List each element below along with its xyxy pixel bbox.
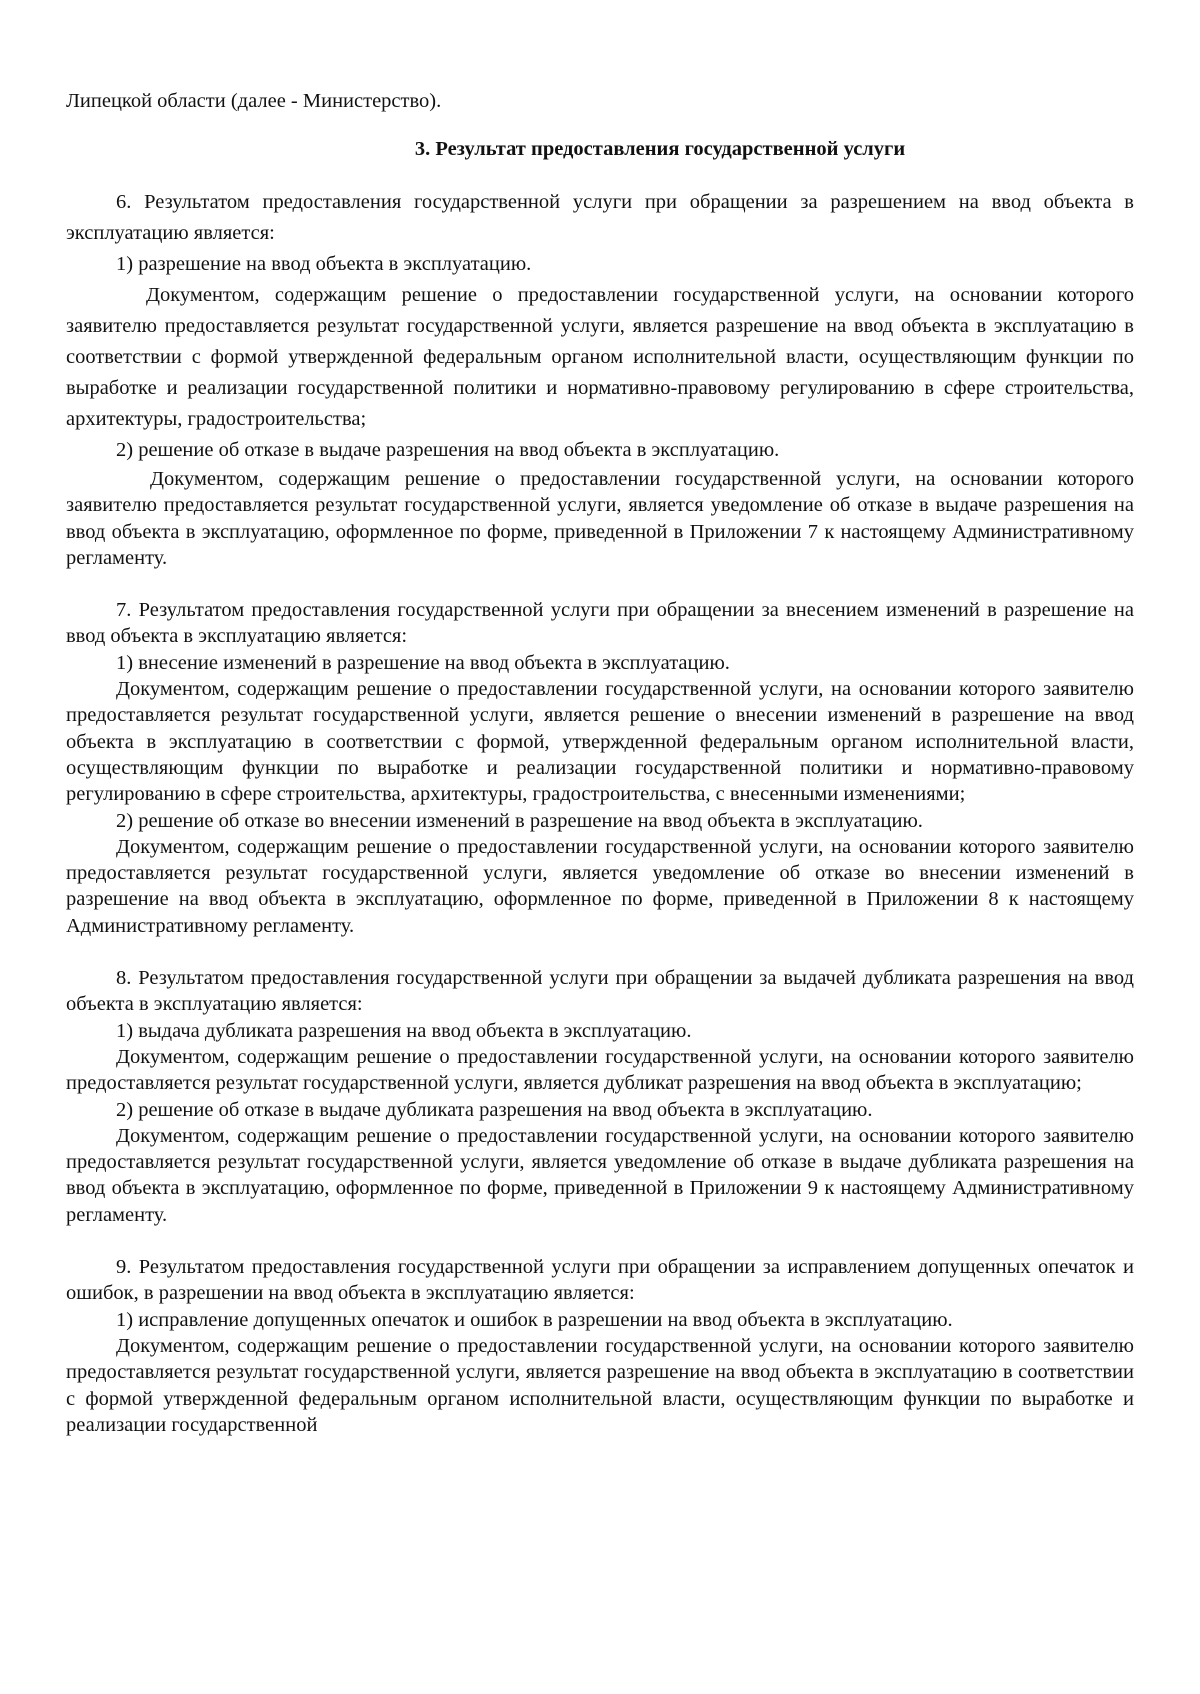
paragraph-6-item-2: 2) решение об отказе в выдаче разрешения на ввод объекта в эксплуатацию.: [116, 439, 780, 461]
paragraph-8-document-2: Документом, содержащим решение о предоставлении государственной услуги, на основании которого заявителю предоставляется результат государственной услуги, является уведомление об отказе в выдаче дубликата разрешения на ввод объекта в эксплуатацию, оформленное по форме, приведенной в Приложении 9 к настоящему Административному регламенту.: [66, 1124, 1134, 1226]
paragraph-6-intro: 6. Результатом предоставления государственной услуги при обращении за разрешением на ввод объекта в эксплуатацию является:: [66, 191, 1134, 244]
paragraph-7-document-2: Документом, содержащим решение о предоставлении государственной услуги, на основании которого заявителю предоставляется результат государственной услуги, является уведомление об отказе во внесении изменений в разрешение на ввод объекта в эксплуатацию, оформленное по форме, приведенной в Приложении 8 к настоящему Административному регламенту.: [66, 835, 1134, 937]
paragraph-8-item-1: 1) выдача дубликата разрешения на ввод объекта в эксплуатацию.: [116, 1019, 692, 1042]
paragraph-gap: [66, 939, 1134, 965]
paragraph-6-document-2: Документом, содержащим решение о предоставлении государственной услуги, на основании которого заявителю предоставляется результат государственной услуги, является уведомление об отказе в выдаче разрешения на ввод объекта в эксплуатацию, оформленное по форме, приведенной в Приложении 7 к настоящему Административному регламенту.: [66, 468, 1134, 569]
paragraph-6-item-1: 1) разрешение на ввод объекта в эксплуатацию.: [116, 253, 532, 275]
paragraph-9-item-1: 1) исправление допущенных опечаток и ошибок в разрешении на ввод объекта в эксплуатацию.: [116, 1308, 953, 1331]
paragraph-gap: [66, 571, 1134, 597]
document-body: [66, 86, 1134, 1438]
paragraph-8-intro: 8. Результатом предоставления государственной услуги при обращении за выдачей дубликата разрешения на ввод объекта в эксплуатацию является:: [66, 967, 1134, 1016]
paragraph-7-document-1: Документом, содержащим решение о предоставлении государственной услуги, на основании которого заявителю предоставляется результат государственной услуги, является решение о внесении изменений в разрешение на ввод объекта в эксплуатацию в соответствии с формой, утвержденной федеральным органом исполнительной власти, осуществляющим функции по выработке и реализации государственной политики и нормативно-правовому регулированию в сфере строительства, архитектуры, градостроительства, с внесенными изменениями;: [66, 678, 1134, 806]
continuation-text: Липецкой области (далее - Министерство).: [66, 90, 442, 112]
paragraph-7-intro: 7. Результатом предоставления государственной услуги при обращении за внесением изменений в разрешение на ввод объекта в эксплуатацию является:: [66, 599, 1134, 648]
paragraph-9-intro: 9. Результатом предоставления государственной услуги при обращении за исправлением допущенных опечаток и ошибок, в разрешении на ввод объекта в эксплуатацию является:: [66, 1256, 1134, 1305]
paragraph-7-item-2: 2) решение об отказе во внесении изменений в разрешение на ввод объекта в эксплуатацию.: [116, 809, 923, 832]
paragraph-9-document-1: Документом, содержащим решение о предоставлении государственной услуги, на основании которого заявителю предоставляется результат государственной услуги, является разрешение на ввод объекта в эксплуатацию в соответствии с формой утвержденной федеральным органом исполнительной власти, осуществляющим функции по выработке и реализации государственной: [66, 1334, 1134, 1436]
section-title: 3. Результат предоставления государственной услуги: [414, 138, 906, 160]
paragraph-8-item-2: 2) решение об отказе в выдаче дубликата разрешения на ввод объекта в эксплуатацию.: [116, 1098, 873, 1121]
paragraph-6-document-1: Документом, содержащим решение о предоставлении государственной услуги, на основании которого заявителю предоставляется результат государственной услуги, является разрешение на ввод объекта в эксплуатацию в соответствии с формой утвержденной федеральным органом исполнительной власти, осуществляющим функции по выработке и реализации государственной политики и нормативно-правовому регулированию в сфере строительства, архитектуры, градостроительства;: [66, 284, 1134, 430]
paragraph-gap: [66, 1228, 1134, 1254]
paragraph-8-document-1: Документом, содержащим решение о предоставлении государственной услуги, на основании которого заявителю предоставляется результат государственной услуги, является дубликат разрешения на ввод объекта в эксплуатацию;: [66, 1045, 1134, 1095]
paragraph-7-item-1: 1) внесение изменений в разрешение на ввод объекта в эксплуатацию.: [116, 651, 730, 674]
